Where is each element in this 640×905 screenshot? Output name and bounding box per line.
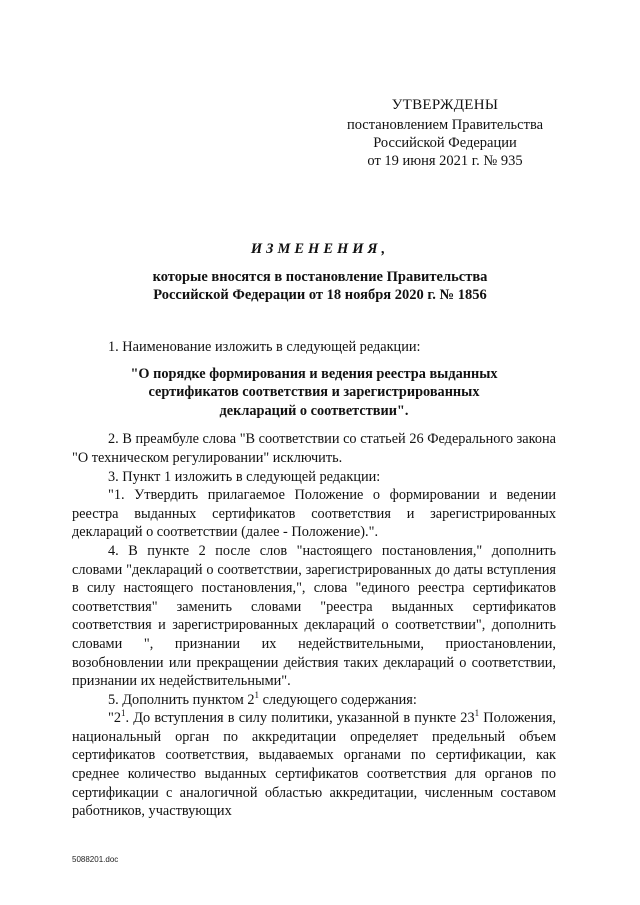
approval-line: Российской Федерации	[373, 135, 517, 151]
paragraph-item-2: 2. В преамбуле слова "В соответствии со статьей 26 Федерального закона "О техническом регулировании" исключить.	[72, 431, 556, 466]
text-fragment: "2	[108, 710, 121, 727]
text-fragment: Положения, национальный орган по аккредитации определяет предельный объем сертификатов соответствия, выдаваемых органами по сертификации, как среднее количество выданных сертификатов соответствия для органов по сертификации с аналогичной областью аккредитации, численным составом работников, участвующих	[72, 710, 556, 820]
approval-title: УТВЕРЖДЕНЫ	[391, 97, 499, 113]
approval-block	[330, 96, 560, 170]
quoted-title-line: деклараций о соответствии".	[219, 402, 409, 419]
quoted-title-line: сертификатов соответствия и зарегистрированных	[148, 384, 480, 401]
quoted-title-line: "О порядке формирования и ведения реестра выданных	[130, 365, 498, 382]
approval-line: постановлением Правительства	[346, 117, 544, 133]
document-heading	[60, 240, 580, 304]
document-body	[72, 338, 556, 821]
superscript: 1	[254, 689, 260, 700]
paragraph-item-5	[72, 691, 556, 710]
paragraph-item-5-quote	[72, 709, 556, 821]
text-fragment: 5. Дополнить пунктом 2	[108, 691, 255, 708]
paragraph-item-1: 1. Наименование изложить в следующей редакции:	[108, 339, 421, 355]
paragraph-item-3-quote: "1. Утвердить прилагаемое Положение о формировании и ведении реестра выданных сертификатов соответствия и зарегистрированных деклараций о соответствии (далее - Положение).".	[72, 487, 556, 541]
quoted-title	[72, 365, 556, 421]
heading-title: ИЗМЕНЕНИЯ,	[250, 241, 390, 257]
superscript: 1	[474, 708, 480, 719]
heading-subtitle: Российской Федерации от 18 ноября 2020 г. № 1856	[153, 287, 487, 303]
footer-doc-id: 5088201.doc	[72, 855, 119, 864]
heading-subtitle: которые вносятся в постановление Правительства	[152, 269, 488, 285]
paragraph-item-4: 4. В пункте 2 после слов "настоящего постановления," дополнить словами "деклараций о соответствии, зарегистрированных до даты вступления в силу настоящего постановления,", слова "единого реестра сертификатов соответствия" заменить словами "реестра выданных сертификатов соответствия и зарегистрированных деклараций о соответствии", дополнить словами ", признании их недействительными, приостановлении, возобновлении или прекращении действия таких деклараций о соответствии, признании их недействительными".	[72, 542, 556, 690]
paragraph-item-3: 3. Пункт 1 изложить в следующей редакции:	[108, 468, 381, 485]
approval-date-number: от 19 июня 2021 г. № 935	[367, 153, 523, 169]
superscript: 1	[121, 708, 126, 719]
text-fragment: . До вступления в силу политики, указанной в пункте 23	[125, 710, 475, 727]
text-fragment: следующего содержания:	[259, 691, 417, 708]
